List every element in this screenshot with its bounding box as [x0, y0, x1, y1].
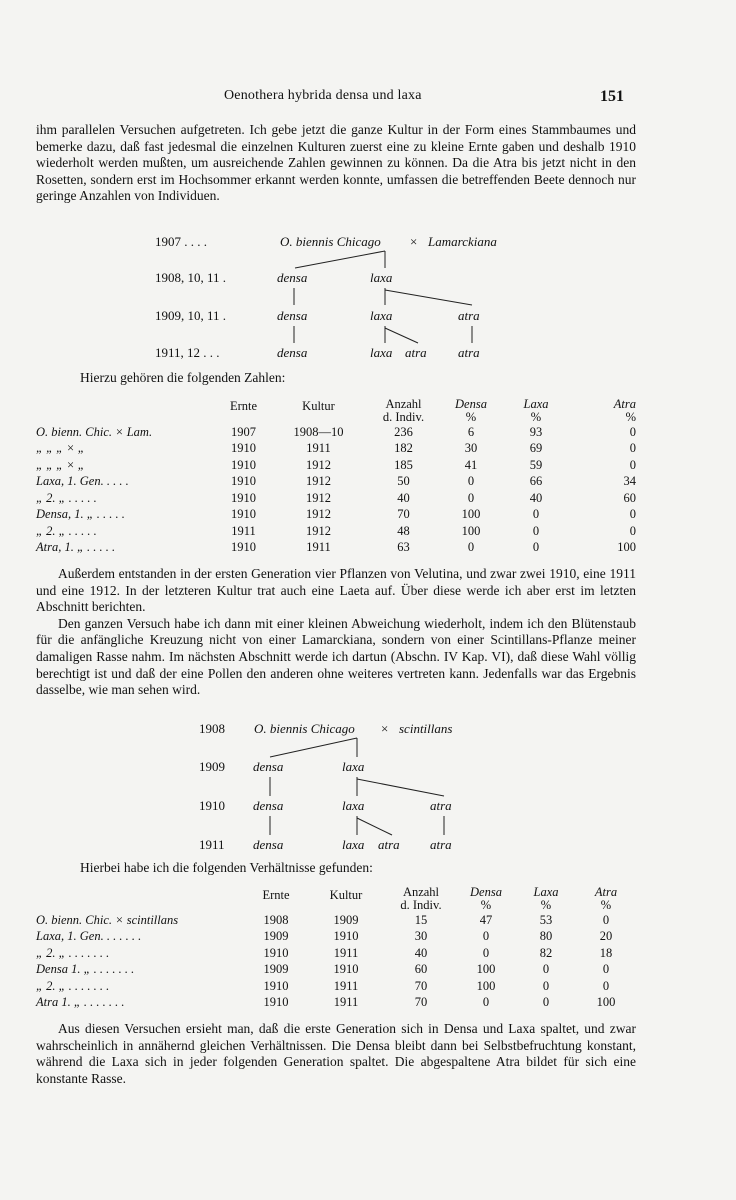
table-cell: 185	[394, 457, 413, 472]
table2-col-laxa: Laxa %	[533, 885, 559, 912]
tree1-gen3-atra-a: atra	[405, 345, 427, 360]
table-cell: 70	[414, 995, 428, 1010]
table-cell: 1910	[231, 474, 256, 489]
table-cell: 1911	[231, 523, 256, 538]
table-cell: 1910	[231, 507, 256, 522]
table-cell: 0	[629, 523, 636, 538]
table-cell: 40	[529, 490, 543, 505]
tree2-year-1: 1908	[199, 721, 225, 736]
table2-caption: Hierbei habe ich die folgenden Verhältnisse gefunden:	[80, 860, 373, 875]
row-label-cell: Laxa, 1. Gen. . . . .	[36, 474, 129, 489]
row-label-cell: Densa 1. „ . . . . . . .	[36, 962, 135, 977]
table-cell: 60	[414, 962, 428, 977]
table-cell: 1911	[333, 978, 359, 993]
table2-col-anzahl: Anzahl d. Indiv.	[400, 885, 442, 912]
table-cell: 100	[476, 978, 496, 993]
row-label-cell: Laxa, 1. Gen. . . . . . .	[36, 929, 142, 944]
table-cell: 80	[539, 929, 553, 944]
table-cell: 0	[542, 978, 550, 993]
tree1-parent-mother: O. biennis Chicago	[280, 234, 381, 249]
paragraph-block-2	[36, 566, 636, 699]
table-row	[36, 995, 636, 1012]
table-cell: 0	[482, 995, 490, 1010]
table1-col-laxa: Laxa %	[523, 397, 549, 424]
table-cell: 0	[467, 474, 475, 489]
paragraph-intro: ihm parallelen Versuchen aufgetreten. Ich gebe jetzt die ganze Kultur in der Form eines Stammbaumes und bemerke dazu, daß fast jedesmal die einzelnen Kulturen zuerst eine zu kleine Ernte gaben und deshalb 1910 wiederholt werden mußten, um ausreichende Zahlen gewinnen zu können. Da die Atra bis jetzt nicht in den Rosetten, sondern erst im Hochsommer erkannt werden konnte, umfassen die betreffenden Beete dennoch nur geringe Anzahlen von Individuen.	[36, 122, 636, 204]
tree2-gen2-laxa: laxa	[342, 798, 365, 813]
table2-header-row	[36, 878, 636, 912]
tree2-cross: ×	[381, 721, 389, 736]
table-cell: 1909	[263, 929, 289, 944]
row-label-cell: „ 2. „ . . . . .	[36, 490, 97, 505]
table-cell: 1910	[263, 978, 289, 993]
tree2-year-4: 1911	[199, 837, 225, 852]
table1-col-ernte: Ernte	[229, 398, 258, 413]
table-cell: 40	[414, 945, 428, 960]
table2-body	[36, 912, 636, 1011]
table-cell: 1910	[333, 929, 359, 944]
table-cell: 1909	[263, 962, 289, 977]
table1-col-densa: Densa %	[455, 397, 487, 424]
table-cell: 15	[414, 912, 428, 927]
table1-col-kultur: Kultur	[302, 398, 335, 413]
table-row	[36, 457, 636, 474]
tree1-gen1-densa: densa	[277, 270, 308, 285]
table-cell: 63	[397, 540, 410, 555]
table-cell: 1912	[306, 507, 331, 522]
table-cell: 0	[629, 424, 636, 439]
paragraph-conclusion: Aus diesen Versuchen ersieht man, daß die erste Generation sich in Densa und Laxa spaltet, und zwar wahrscheinlich in annähernd gleichen Verhältnissen. Die Densa bleibt dann bei Selbstbefruchtung konstant, während die Laxa sich in jeder folgenden Generation spaltet. Die abgespaltene Atra bildet für sich eine konstante Rasse.	[36, 1021, 636, 1086]
table-cell: 1907	[231, 424, 256, 439]
table-row	[36, 441, 636, 458]
tree2-gen3-atra-a: atra	[378, 837, 400, 852]
row-label-cell: O. bienn. Chic. × Lam.	[36, 424, 153, 439]
table-cell: 59	[529, 457, 543, 472]
tree1-parent-father: Lamarckiana	[428, 234, 497, 249]
table2-col-densa: Densa %	[470, 885, 502, 912]
tree1-year-4: 1911, 12 . . .	[155, 345, 220, 360]
tree2-gen2-densa: densa	[253, 798, 284, 813]
table-1	[36, 388, 636, 556]
table1-header-row	[36, 388, 636, 424]
table-cell: 6	[467, 424, 475, 439]
table-cell: 1911	[306, 540, 331, 555]
table-cell: 20	[599, 929, 613, 944]
table-cell: 1911	[306, 441, 331, 456]
table1-caption: Hierzu gehören die folgenden Zahlen:	[80, 370, 286, 385]
table-row	[36, 523, 636, 540]
table-cell: 0	[602, 912, 610, 927]
tree2-year-3: 1910	[199, 798, 225, 813]
table-cell: 50	[397, 474, 410, 489]
row-label-cell: Atra 1. „ . . . . . . .	[36, 995, 125, 1010]
tree2-gen1-densa: densa	[253, 759, 284, 774]
table-cell: 41	[464, 457, 478, 472]
paragraph-velutina: Außerdem entstanden in der ersten Generation vier Pflanzen von Velutina, und zwar zwei 1910, eine 1911 und eine 1912. In der letzteren Kultur trat auch eine Laeta auf. Über diese werde ich aber erst im letzten Abschnitt berichten.	[36, 566, 636, 615]
table-cell: 100	[461, 523, 481, 538]
row-label-cell: „ „ „ × „	[36, 441, 85, 456]
table-cell: 1910	[263, 945, 289, 960]
table-cell: 93	[529, 424, 543, 439]
table-cell: 1910	[263, 995, 289, 1010]
row-label-cell: „ „ „ × „	[36, 457, 85, 472]
table-cell: 236	[394, 424, 413, 439]
table-cell: 0	[532, 523, 540, 538]
tree1-year-2: 1908, 10, 11 .	[155, 270, 227, 285]
table1-body	[36, 424, 636, 556]
row-label-cell: „ 2. „ . . . . .	[36, 523, 97, 538]
tree2-parent-father: scintillans	[399, 721, 453, 736]
table2-col-ernte: Ernte	[262, 887, 290, 902]
table1-col-anzahl: Anzahl d. Indiv.	[382, 397, 425, 424]
running-title: Oenothera hybrida densa und laxa	[224, 88, 422, 103]
table-cell: 1912	[306, 523, 331, 538]
table-row	[36, 474, 636, 491]
table-cell: 0	[629, 441, 636, 456]
table-cell: 60	[623, 490, 636, 505]
table-cell: 0	[602, 978, 610, 993]
row-label-cell: Atra, 1. „ . . . . .	[36, 540, 116, 555]
table-cell: 69	[529, 441, 543, 456]
row-label-cell: Densa, 1. „ . . . . .	[36, 507, 125, 522]
tree2-parent-mother: O. biennis Chicago	[254, 721, 355, 736]
table-cell: 34	[623, 474, 636, 489]
tree2-gen3-atra-b: atra	[430, 837, 452, 852]
table2-col-kultur: Kultur	[329, 887, 363, 902]
table-cell: 1908—10	[293, 424, 344, 439]
table-cell: 18	[599, 945, 613, 960]
table-cell: 0	[629, 457, 636, 472]
table-2	[36, 878, 636, 1011]
table-cell: 40	[397, 490, 410, 505]
table-cell: 0	[467, 490, 475, 505]
table-cell: 1910	[231, 540, 256, 555]
table-cell: 1912	[306, 457, 331, 472]
table-cell: 0	[542, 962, 550, 977]
table-cell: 0	[629, 507, 636, 522]
tree2-gen3-laxa: laxa	[342, 837, 365, 852]
table-cell: 0	[482, 929, 490, 944]
table-cell: 47	[479, 912, 493, 927]
table-cell: 82	[539, 945, 553, 960]
table-row	[36, 978, 636, 995]
table-cell: 1911	[333, 945, 359, 960]
table-row	[36, 507, 636, 524]
table-cell: 100	[596, 995, 616, 1010]
table-cell: 0	[602, 962, 610, 977]
table-cell: 1910	[231, 441, 256, 456]
row-label-cell: „ 2. „ . . . . . . .	[36, 978, 110, 993]
tree1-gen1-laxa: laxa	[370, 270, 393, 285]
table-cell: 70	[397, 507, 410, 522]
page-number: 151	[600, 88, 624, 105]
tree1-cross: ×	[410, 234, 418, 249]
table-row	[36, 490, 636, 507]
row-label-cell: „ 2. „ . . . . . . .	[36, 945, 110, 960]
table-row	[36, 540, 636, 557]
page-header	[0, 88, 736, 110]
tree2-gen1-laxa: laxa	[342, 759, 365, 774]
table-row	[36, 945, 636, 962]
tree1-gen2-laxa: laxa	[370, 308, 393, 323]
row-label-cell: O. bienn. Chic. × scintillans	[36, 912, 179, 927]
tree1-gen2-atra: atra	[458, 308, 480, 323]
table-cell: 182	[394, 441, 413, 456]
table-cell: 53	[539, 912, 553, 927]
pedigree-tree-1	[155, 234, 497, 360]
tree2-year-2: 1909	[199, 759, 225, 774]
tree2-gen2-atra: atra	[430, 798, 452, 813]
table-cell: 1911	[333, 995, 359, 1010]
table-cell: 30	[414, 929, 428, 944]
table-cell: 30	[464, 441, 478, 456]
table1-col-atra: Atra %	[613, 397, 636, 424]
table-cell: 1908	[263, 912, 289, 927]
table-row	[36, 912, 636, 929]
table-cell: 0	[542, 995, 550, 1010]
table-cell: 70	[414, 978, 428, 993]
table-row	[36, 929, 636, 946]
tree1-gen3-densa: densa	[277, 345, 308, 360]
table-cell: 1912	[306, 490, 331, 505]
table-cell: 100	[617, 540, 636, 555]
table-row	[36, 424, 636, 441]
table-cell: 1910	[231, 457, 256, 472]
tree1-gen2-densa: densa	[277, 308, 308, 323]
tree1-year-1: 1907 . . . .	[155, 234, 207, 249]
tree1-gen3-atra-b: atra	[458, 345, 480, 360]
tree2-gen3-densa: densa	[253, 837, 284, 852]
table-cell: 0	[467, 540, 475, 555]
table-row	[36, 962, 636, 979]
table-cell: 1910	[231, 490, 256, 505]
table-cell: 1912	[306, 474, 331, 489]
table-cell: 48	[397, 523, 410, 538]
table-cell: 0	[532, 540, 540, 555]
tree1-year-3: 1909, 10, 11 .	[155, 308, 227, 323]
table-cell: 0	[532, 507, 540, 522]
tree1-gen3-laxa: laxa	[370, 345, 393, 360]
table-cell: 1910	[333, 962, 359, 977]
pedigree-tree-2	[199, 721, 452, 852]
table2-col-atra: Atra %	[594, 885, 618, 912]
table-cell: 66	[529, 474, 543, 489]
table-cell: 100	[461, 507, 481, 522]
table-cell: 100	[476, 962, 496, 977]
table-cell: 1909	[333, 912, 359, 927]
table-cell: 0	[482, 945, 490, 960]
paragraph-second-experiment: Den ganzen Versuch habe ich dann mit einer kleinen Abweichung wiederholt, indem ich den Blütenstaub für die anfängliche Kreuzung nicht von einer Lamarckiana, sondern von einer Scintillans-Pflanze meiner damaligen Rasse nahm. Im nächsten Abschnitt werde ich dartun (Abschn. IV Kap. VI), daß diese Wahl völlig berechtigt ist und daß der eine Pollen den anderen ohne weiteres vertreten kann. Jedenfalls war das Ergebnis dasselbe, wie man sehen wird.	[36, 615, 636, 698]
